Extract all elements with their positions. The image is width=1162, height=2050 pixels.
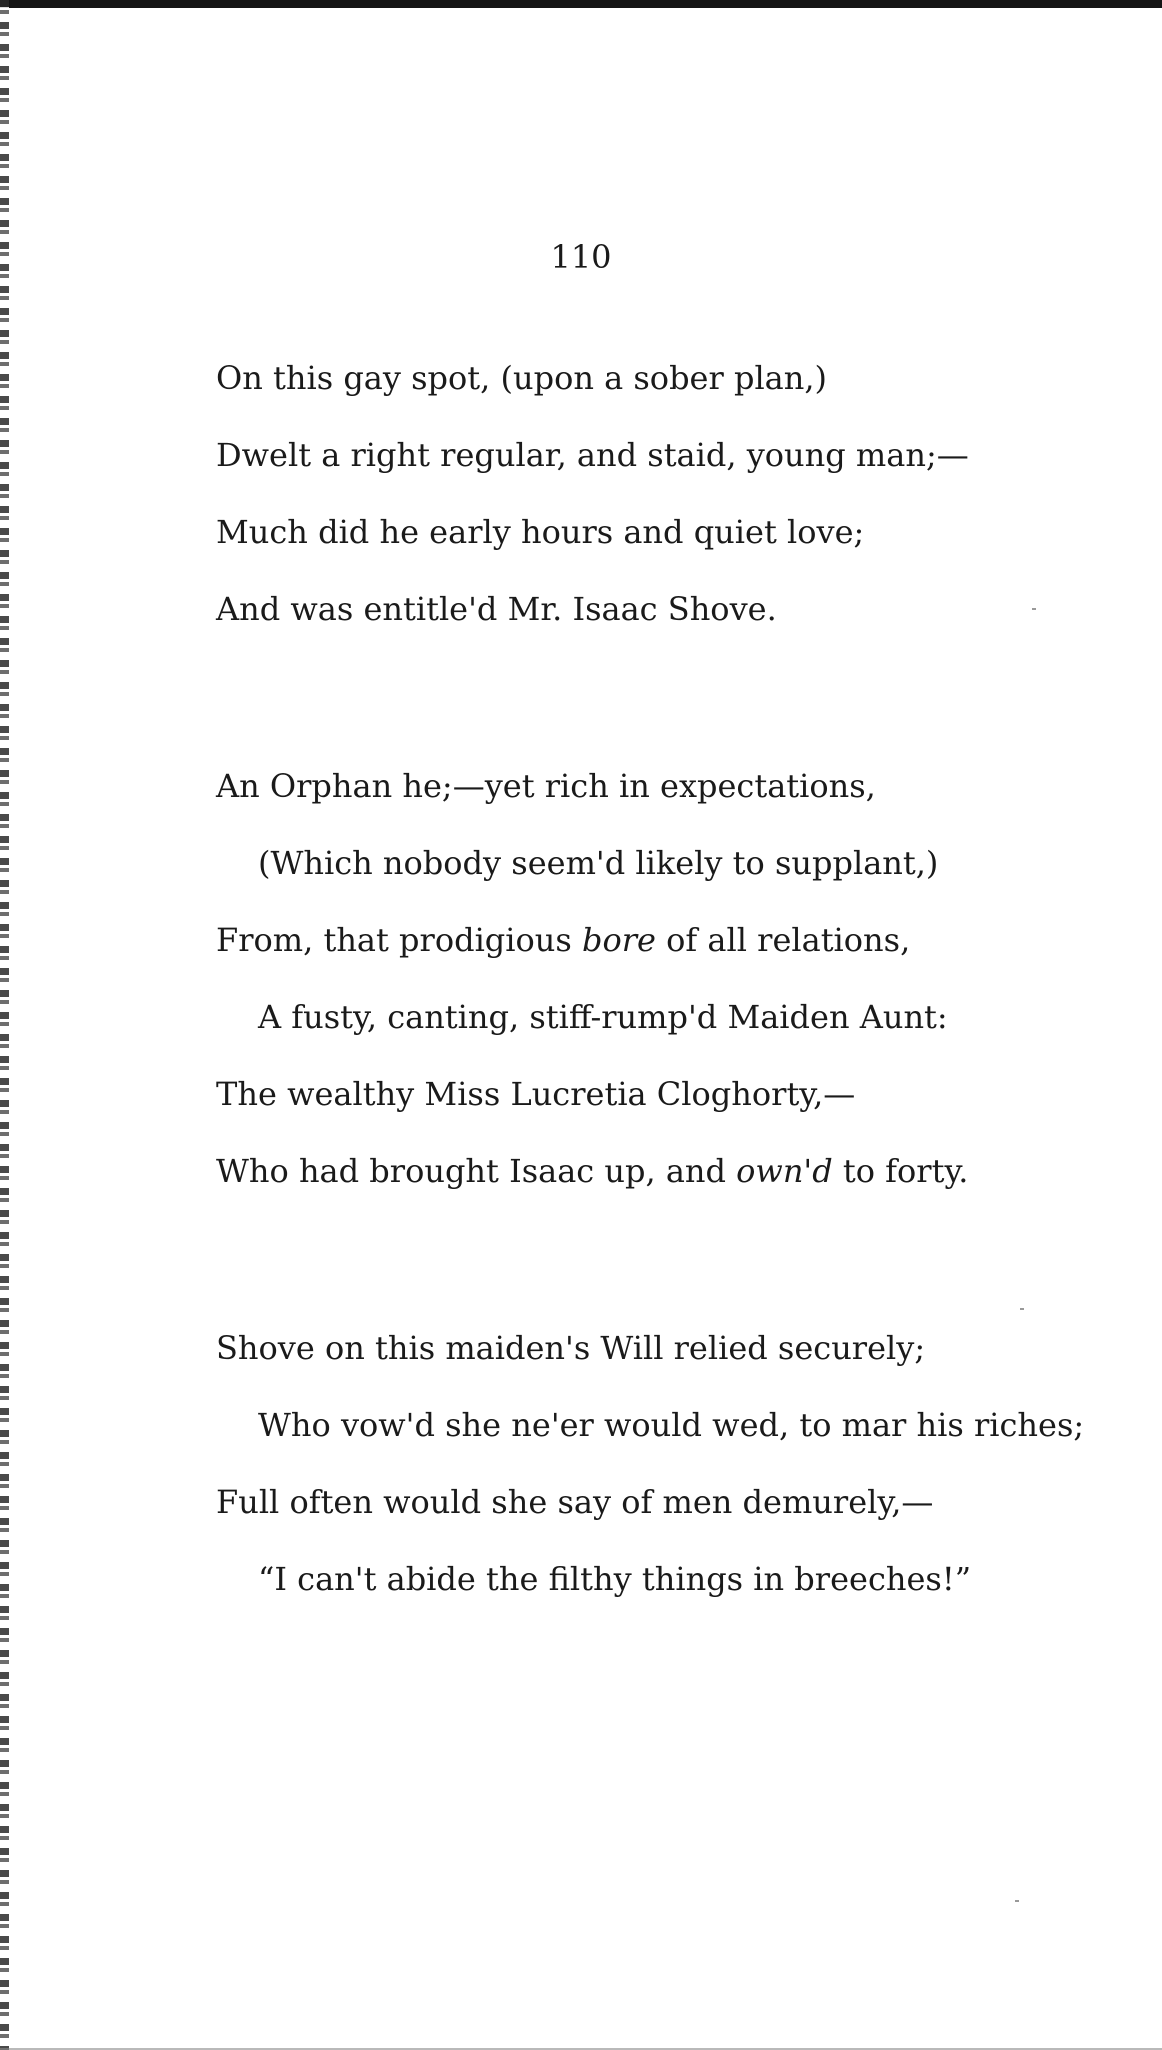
poem-line: (Which nobody seem'd likely to supplant,) — [258, 844, 939, 882]
poem-line: On this gay spot, (upon a sober plan,) — [216, 359, 828, 397]
stanza — [216, 748, 1116, 1210]
line-text: of all relations, — [655, 921, 911, 959]
page-number: 110 — [550, 238, 612, 276]
poem-line: “I can't abide the filthy things in breeches!” — [258, 1560, 972, 1598]
poem-line: Much did he early hours and quiet love; — [216, 513, 865, 551]
page-binding-edge — [0, 0, 9, 2050]
poem-line: Shove on this maiden's Will relied securely; — [216, 1329, 926, 1367]
line-text: Who had brought Isaac up, and — [216, 1152, 737, 1190]
poem-line: The wealthy Miss Lucretia Cloghorty,— — [216, 1075, 856, 1113]
poem-line: Dwelt a right regular, and staid, young man;— — [216, 436, 969, 474]
poem-line: And was entitle'd Mr. Isaac Shove. — [216, 590, 777, 628]
poem-line: Who vow'd she ne'er would wed, to mar his riches; — [258, 1406, 1085, 1444]
line-text: From, that prodigious — [216, 921, 582, 959]
italic-word: bore — [581, 921, 656, 959]
poem-body — [216, 340, 1116, 1718]
poem-line: A fusty, canting, stiff-rump'd Maiden Aunt: — [258, 998, 948, 1036]
italic-word: own'd — [736, 1152, 833, 1190]
poem-line — [216, 1133, 1116, 1210]
poem-line — [216, 902, 1116, 979]
stanza — [216, 1310, 1116, 1618]
line-text: to forty. — [832, 1152, 969, 1190]
page-top-edge — [0, 0, 1162, 8]
ink-speck — [1015, 1900, 1019, 1902]
poem-line: An Orphan he;—yet rich in expectations, — [216, 767, 876, 805]
stanza — [216, 340, 1116, 648]
poem-line: Full often would she say of men demurely,— — [216, 1483, 934, 1521]
